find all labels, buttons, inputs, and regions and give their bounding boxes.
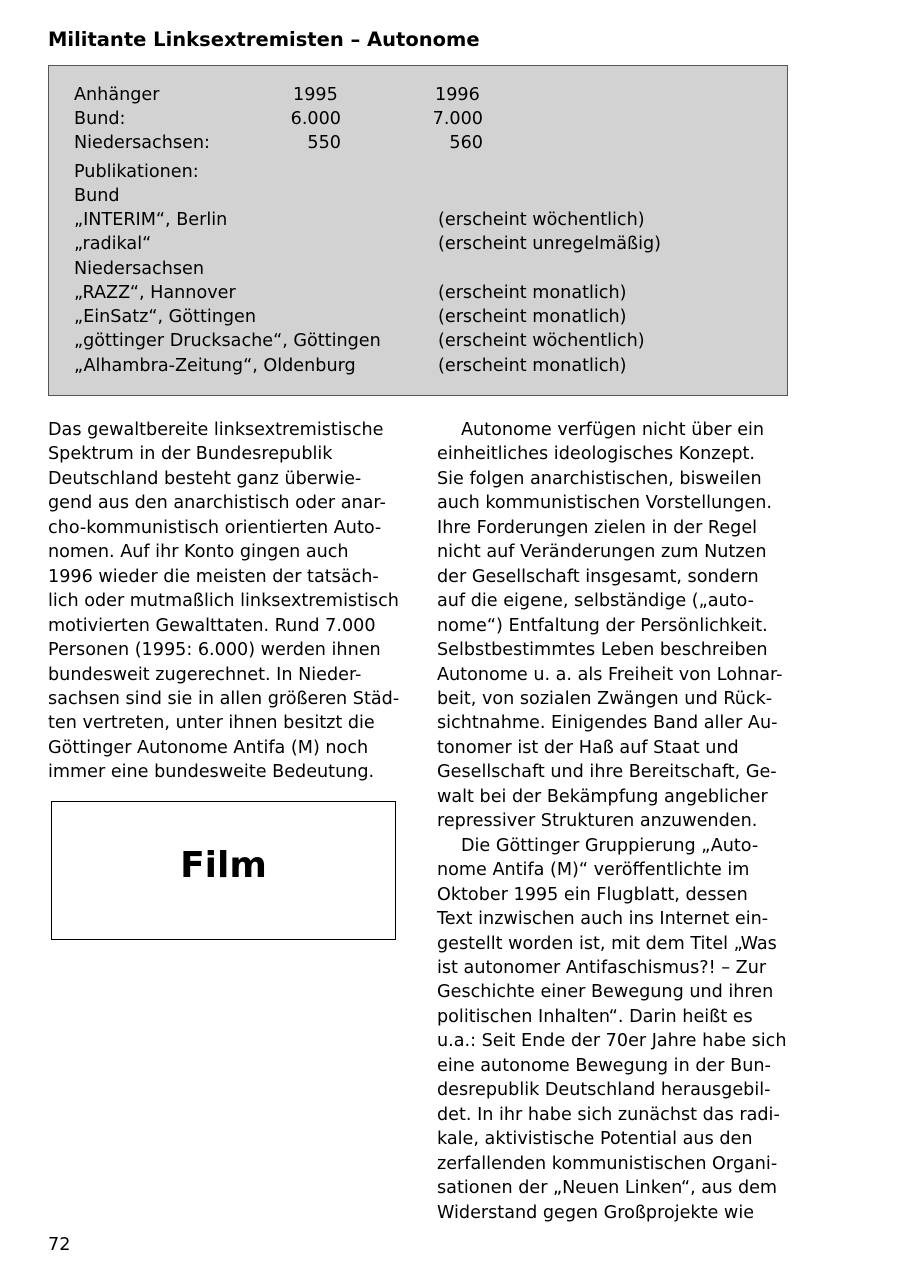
publication-frequency: (erscheint monatlich) [438, 356, 627, 376]
text-line: Personen (1995: 6.000) werden ihnen [48, 640, 381, 661]
text-line: sationen der „Neuen Linken“, aus dem [437, 1178, 778, 1199]
row-label-niedersachsen: Niedersachsen: [74, 133, 210, 153]
text-line: Selbstbestimmtes Leben beschreiben [437, 640, 768, 661]
text-line: desrepublik Deutschland herausgebil- [437, 1080, 771, 1101]
film-placeholder[interactable] [51, 801, 396, 940]
text-line: Das gewaltbereite linksextremistische [48, 420, 384, 440]
text-line: ist autonomer Antifaschismus?! – Zur [437, 957, 767, 978]
value-bund-1996: 7.000 [432, 109, 483, 129]
text-line: immer eine bundesweite Bedeutung. [48, 762, 375, 783]
text-line: Geschichte einer Bewegung und ihren [437, 982, 774, 1003]
value-bund-1995: 6.000 [290, 109, 341, 129]
section-heading: Militante Linksextremisten – Autonome [48, 28, 480, 51]
text-line: auch kommunistischen Vorstellungen. [437, 493, 773, 514]
publication-title: „RAZZ“, Hannover [74, 283, 236, 303]
publication-frequency: (erscheint wöchentlich) [438, 210, 645, 230]
text-line: walt bei der Bekämpfung angeblicher [437, 786, 768, 807]
text-line: ten vertreten, unter ihnen besitzt die [48, 713, 375, 734]
text-line: Deutschland besteht ganz überwie- [48, 468, 362, 489]
text-line: zerfallenden kommunistischen Organi- [437, 1153, 778, 1174]
text-line: lich oder mutmaßlich linksextremistisch [48, 591, 399, 612]
region-niedersachsen: Niedersachsen [74, 259, 205, 279]
text-line: Spektrum in der Bundesrepublik [48, 444, 333, 465]
publication-title: „radikal“ [74, 234, 152, 254]
text-line: Göttinger Autonome Antifa (M) noch [48, 737, 369, 758]
text-line: motivierten Gewalttaten. Rund 7.000 [48, 615, 376, 636]
text-line: Sie folgen anarchistischen, bisweilen [437, 468, 762, 489]
text-line: nicht auf Veränderungen zum Nutzen [437, 542, 767, 563]
text-line: bundesweit zugerechnet. In Nieder- [48, 664, 362, 685]
publication-frequency: (erscheint unregelmäßig) [438, 234, 662, 254]
text-line: sichtnahme. Einigendes Band aller Au- [437, 713, 778, 734]
page-number: 72 [48, 1235, 71, 1255]
text-line: cho-kommunistisch orientierten Auto- [48, 517, 382, 538]
text-line: nomen. Auf ihr Konto gingen auch [48, 542, 349, 563]
publication-frequency: (erscheint wöchentlich) [438, 331, 645, 351]
text-line: gestellt worden ist, mit dem Titel „Was [437, 933, 777, 954]
text-line: beit, von sozialen Zwängen und Rück- [437, 688, 773, 709]
film-label: Film [180, 845, 267, 886]
text-line: nome Antifa (M)“ veröffentlichte im [437, 860, 750, 881]
text-line: politischen Inhalten“. Darin heißt es [437, 1006, 753, 1027]
text-line: Autonome u. a. als Freiheit von Lohnar- [437, 664, 783, 685]
text-line: det. In ihr habe sich zunächst das radi- [437, 1104, 780, 1125]
text-line: kale, aktivistische Potential aus den [437, 1129, 753, 1150]
publications-label: Publikationen: [74, 162, 199, 182]
statistics-box [48, 65, 788, 396]
text-line: der Gesellschaft insgesamt, sondern [437, 566, 759, 587]
text-line: Widerstand gegen Großprojekte wie [437, 1202, 755, 1223]
text-line: repressiver Strukturen anzuwenden. [437, 811, 758, 832]
region-bund: Bund [74, 186, 120, 206]
right-column-text [437, 418, 787, 1225]
text-line: Die Göttinger Gruppierung „Auto- [461, 835, 759, 856]
text-line: Ihre Forderungen zielen in der Regel [437, 517, 758, 538]
publication-title: „Alhambra-Zeitung“, Oldenburg [74, 356, 356, 376]
text-line: eine autonome Bewegung in der Bun- [437, 1055, 771, 1076]
row-label-bund: Bund: [74, 109, 126, 129]
text-line: sachsen sind sie in allen größeren Städ- [48, 688, 400, 709]
text-line: Text inzwischen auch ins Internet ein- [437, 909, 769, 930]
publication-title: „göttinger Drucksache“, Göttingen [74, 331, 381, 351]
publication-frequency: (erscheint monatlich) [438, 283, 627, 303]
publication-frequency: (erscheint monatlich) [438, 307, 627, 327]
text-line: nome“) Entfaltung der Persönlichkeit. [437, 615, 768, 636]
text-line: gend aus den anarchistisch oder anar- [48, 493, 386, 514]
publication-title: „INTERIM“, Berlin [74, 210, 228, 230]
text-line: Gesellschaft und ihre Bereitschaft, Ge- [437, 762, 777, 783]
text-line: tonomer ist der Haß auf Staat und [437, 737, 739, 758]
year-1995-header: 1995 [293, 85, 338, 105]
supporters-label: Anhänger [74, 85, 160, 105]
text-line: u.a.: Seit Ende der 70er Jahre habe sich [437, 1031, 787, 1052]
publication-title: „EinSatz“, Göttingen [74, 307, 257, 327]
text-line: Oktober 1995 ein Flugblatt, dessen [437, 884, 748, 905]
text-line: Autonome verfügen nicht über ein [461, 420, 765, 440]
text-line: 1996 wieder die meisten der tatsäch- [48, 566, 379, 587]
text-line: auf die eigene, selbständige („auto- [437, 591, 754, 612]
value-niedersachsen-1995: 550 [307, 133, 341, 153]
text-line: einheitliches ideologisches Konzept. [437, 444, 756, 465]
value-niedersachsen-1996: 560 [449, 133, 483, 153]
year-1996-header: 1996 [435, 85, 480, 105]
left-column-text [48, 418, 408, 785]
